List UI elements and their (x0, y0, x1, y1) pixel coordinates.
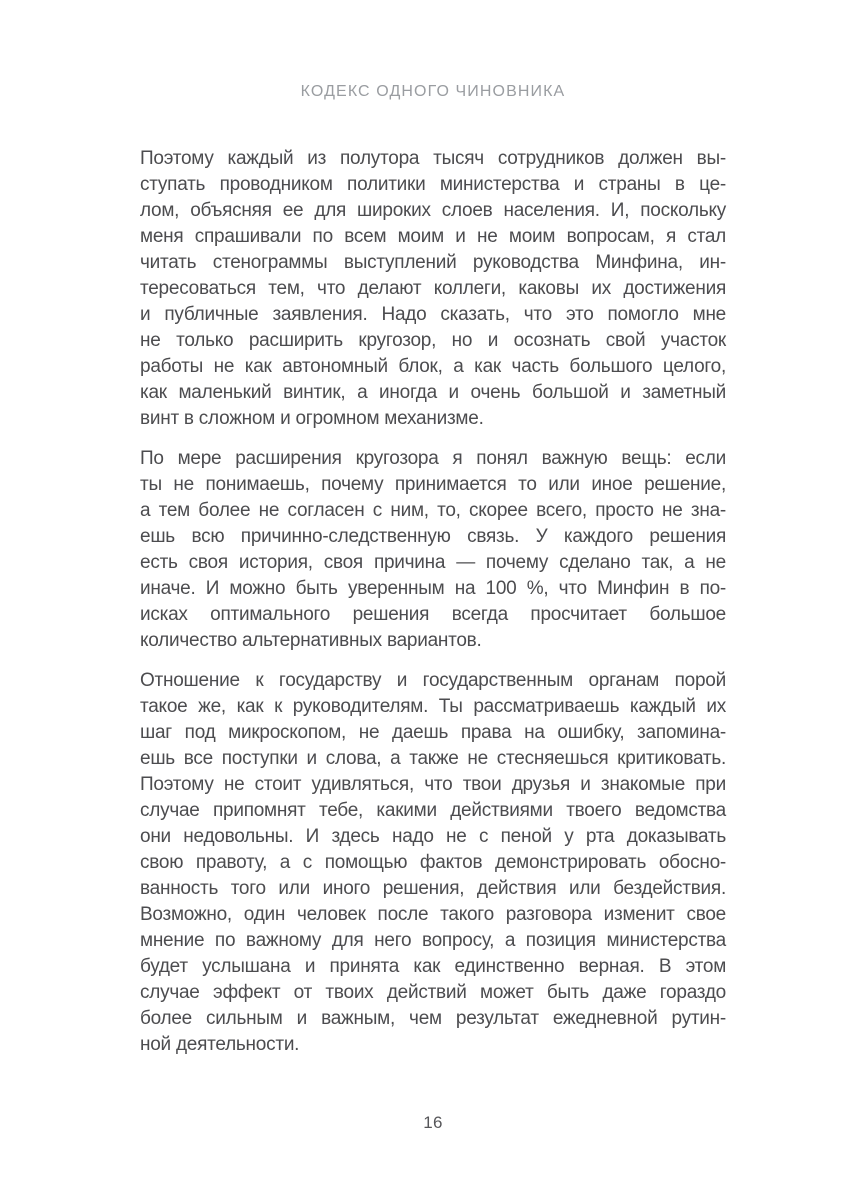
text-line: ешь всю причинно-следственную связь. У каждого решения (140, 526, 726, 547)
text-line: Поэтому каждый из полутора тысяч сотрудников должен вы- (140, 148, 726, 169)
text-line: есть своя история, своя причина — почему сделано так, а не (140, 552, 726, 573)
text-line: исках оптимального решения всегда просчитает большое (140, 604, 726, 625)
text-line: По мере расширения кругозора я понял важную вещь: если (140, 448, 726, 469)
text-line: и публичные заявления. Надо сказать, что это помогло мне (140, 304, 726, 325)
text-line: ванность того или иного решения, действия или бездействия. (140, 878, 726, 899)
text-line: такое же, как к руководителям. Ты рассматриваешь каждый их (140, 696, 726, 717)
text-line: случае эффект от твоих действий может быть даже гораздо (140, 982, 726, 1003)
page-number: 16 (423, 1113, 443, 1132)
text-line: Возможно, один человек после такого разговора изменит свое (140, 904, 726, 925)
text-line: ешь все поступки и слова, а также не стесняешься критиковать. (140, 748, 726, 769)
running-header: КОДЕКС ОДНОГО ЧИНОВНИКА (300, 83, 566, 100)
paragraph (140, 446, 726, 654)
text-line: меня спрашивали по всем моим и не моим вопросам, я стал (140, 226, 726, 247)
text-line: Отношение к государству и государственным органам порой (140, 670, 726, 691)
text-line: иначе. И можно быть уверенным на 100 %, что Минфин в по- (140, 578, 726, 599)
text-line: ты не понимаешь, почему принимается то или иное решение, (140, 474, 726, 495)
text-line: свою правоту, а с помощью фактов демонстрировать обосно- (140, 852, 726, 873)
text-line: лом, объясняя ее для широких слоев населения. И, поскольку (140, 200, 726, 221)
text-line: как маленький винтик, а иногда и очень большой и заметный (140, 382, 726, 403)
text-line: ной деятельности. (140, 1034, 300, 1055)
paragraph (140, 668, 726, 1058)
text-line: читать стенограммы выступлений руководства Минфина, ин- (140, 252, 726, 273)
text-line: они недовольны. И здесь надо не с пеной у рта доказывать (140, 826, 726, 847)
text-line: винт в сложном и огромном механизме. (140, 408, 484, 429)
text-line: случае припомнят тебе, какими действиями твоего ведомства (140, 800, 726, 821)
text-line: ступать проводником политики министерства и страны в це- (140, 174, 726, 195)
text-line: не только расширить кругозор, но и осознать свой участок (140, 330, 726, 351)
text-line: Поэтому не стоит удивляться, что твои друзья и знакомые при (140, 774, 726, 795)
text-line: мнение по важному для него вопросу, а позиция министерства (140, 930, 726, 951)
text-line: работы не как автономный блок, а как часть большого целого, (140, 356, 726, 377)
text-line: будет услышана и принята как единственно верная. В этом (140, 956, 726, 977)
text-line: тересоваться тем, что делают коллеги, каковы их достижения (140, 278, 726, 299)
text-line: более сильным и важным, чем результат ежедневной рутин- (140, 1008, 726, 1029)
text-block (140, 146, 726, 1072)
text-line: количество альтернативных вариантов. (140, 630, 482, 651)
text-line: шаг под микроскопом, не даешь права на ошибку, запомина- (140, 722, 726, 743)
paragraph (140, 146, 726, 432)
text-line: а тем более не согласен с ним, то, скорее всего, просто не зна- (140, 500, 726, 521)
